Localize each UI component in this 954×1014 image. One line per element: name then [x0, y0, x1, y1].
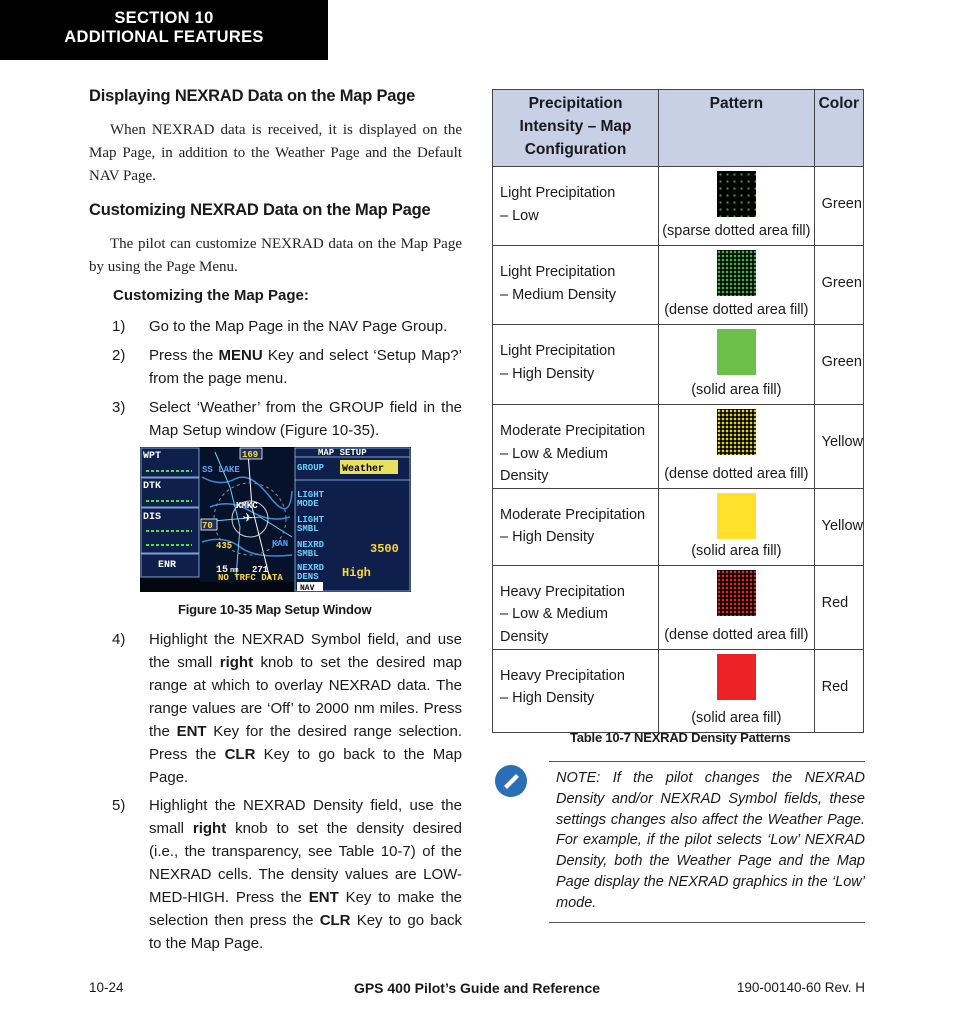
traffic-status: NO TRFC DATA [218, 573, 283, 583]
displaying-paragraph [89, 119, 462, 188]
light-mode-label-2: MODE [297, 499, 319, 509]
page-number: 10-24 [89, 980, 124, 995]
altitude-unit: nm [230, 567, 239, 575]
intensity-line: Moderate Precipitation [500, 423, 646, 439]
intensity-cell [493, 649, 659, 732]
intensity-line: Light Precipitation [500, 185, 616, 201]
pattern-cell [659, 649, 815, 732]
enr-label: ENR [158, 560, 177, 571]
ent-key: ENT [308, 889, 339, 906]
pattern-description: (sparse dotted area fill) [662, 223, 811, 239]
color-cell: Green [814, 167, 863, 246]
step-text: Go to the Map Page in the NAV Page Group. [149, 318, 448, 335]
wpt-label: WPT [143, 451, 162, 462]
table-row [493, 405, 864, 489]
step-text: Press the MENU Key and select ‘Setup Map?’ from the page menu. [149, 347, 462, 387]
table-row [493, 649, 864, 732]
table-row [493, 565, 864, 649]
customizing-paragraph [89, 233, 462, 279]
intensity-line: – Low & Medium [500, 445, 608, 462]
pattern-cell [659, 325, 815, 405]
group-label: GROUP [297, 463, 325, 473]
step-1 [112, 315, 462, 338]
aircraft-icon: ✈ [243, 509, 253, 527]
step-2 [112, 344, 462, 390]
intensity-line: Heavy Precipitation [500, 667, 625, 684]
intensity-line: Heavy Precipitation [500, 583, 625, 600]
table-caption: Table 10-7 NEXRAD Density Patterns [570, 730, 791, 745]
section-title: ADDITIONAL FEATURES [64, 28, 264, 46]
nav-tab: NAV [300, 584, 315, 592]
table-header-row [493, 90, 864, 167]
pattern-description: (dense dotted area fill) [664, 626, 809, 643]
table-row [493, 325, 864, 405]
ent-key: ENT [176, 723, 207, 740]
color-cell: Red [814, 649, 863, 732]
right-knob: right [219, 654, 254, 671]
intensity-cell [493, 488, 659, 565]
color-cell: Yellow [814, 405, 863, 489]
intensity-cell [493, 246, 659, 325]
menu-key: MENU [218, 347, 263, 364]
light-symbol-label-1: LIGHT [297, 515, 325, 525]
document-number: 190-00140-60 Rev. H [736, 980, 865, 995]
color-cell: Green [814, 325, 863, 405]
step-number: 1) [112, 318, 126, 335]
footer-title: GPS 400 Pilot’s Guide and Reference [353, 980, 601, 996]
header-pattern: Pattern [659, 90, 815, 167]
nexrad-symbol-label-2: SMBL [297, 549, 319, 559]
intensity-line: – Low [500, 207, 539, 224]
setup-title: MAP SETUP [318, 448, 367, 458]
note-text: NOTE: If the pilot changes the NEXRAD Density and/or NEXRAD Symbol fields, these settings changes also affect the Weather Page. For example, if the pilot selects ‘Low’ NEXRAD Density, both the Weather Page and the Map Page display the NEXRAD graphics in the ‘Low’ mode. [556, 770, 865, 911]
highway-435-label: 435 [216, 541, 233, 551]
note-top-rule [549, 761, 865, 762]
customizing-heading: Customizing NEXRAD Data on the Map Page [89, 201, 431, 219]
intensity-line: – Medium Density [500, 286, 617, 303]
intensity-line: Density [500, 628, 549, 645]
step-text: Highlight the NEXRAD Symbol field, and use the small right knob to set the desired map range at which to overlay NEXRAD data. The range values are ‘Off’ to 2000 nm miles. Press the ENT Key for the desired range selection. Press the CLR Key to go back to the Map Page. [149, 631, 462, 786]
intensity-line: Light Precipitation [500, 343, 616, 359]
pattern-swatch [717, 493, 756, 539]
intensity-line: Light Precipitation [500, 264, 616, 280]
nexrad-density-label-1: NEXRD [297, 563, 325, 573]
dis-label: DIS [143, 512, 162, 523]
header-intensity: Precipitation Intensity – Map Configuration [493, 90, 659, 167]
displaying-heading: Displaying NEXRAD Data on the Map Page [89, 87, 416, 105]
intensity-line: Density [500, 468, 549, 484]
step-number: 2) [112, 347, 126, 364]
displaying-text: When NEXRAD data is received, it is displayed on the Map Page, in addition to the Weather Page and the Default NAV Page. [89, 122, 462, 184]
map-view [200, 448, 294, 583]
airport-label: KMKC [236, 501, 258, 511]
lake-label: SS LAKE [202, 465, 240, 475]
nexrad-symbol-label-1: NEXRD [297, 540, 325, 550]
pattern-cell [659, 488, 815, 565]
left-field-panel [141, 448, 199, 577]
kan-label: KAN [272, 539, 289, 549]
setup-panel [295, 448, 410, 592]
intensity-cell [493, 565, 659, 649]
pattern-description: (solid area fill) [691, 542, 782, 559]
color-cell: Green [814, 246, 863, 325]
nexrad-density-value[interactable]: High [342, 566, 371, 580]
map-setup-screenshot [140, 447, 411, 592]
pattern-description: (solid area fill) [691, 709, 782, 726]
color-cell: Red [814, 565, 863, 649]
pattern-swatch [717, 329, 756, 375]
pattern-swatch [717, 409, 756, 455]
range-label: 271 [252, 565, 269, 575]
section-header [0, 0, 328, 60]
right-knob: right [192, 820, 227, 837]
pencil-note-icon [494, 764, 528, 798]
note-bottom-rule [549, 922, 865, 923]
pattern-description: (dense dotted area fill) [664, 302, 809, 318]
light-mode-label-1: LIGHT [297, 490, 325, 500]
procedure-title: Customizing the Map Page: [113, 287, 309, 304]
intensity-cell [493, 405, 659, 489]
light-symbol-label-2: SMBL [297, 524, 319, 534]
pattern-swatch [717, 570, 756, 616]
dtk-label: DTK [143, 481, 162, 492]
step-4 [112, 628, 462, 789]
altitude-value: 15 [216, 565, 229, 576]
step-text: Select ‘Weather’ from the GROUP field in the Map Setup window (Figure 10-35). [149, 399, 462, 439]
step-text: Highlight the NEXRAD Density field, use the small right knob to set the density desired (i.e., the transparency, see Table 10-7) of the NEXRAD cells. The density values are LOW-MED-HIGH. Press the ENT Key to make the selection then press the CLR Key to go back to the Map Page. [149, 797, 462, 952]
step-number: 3) [112, 399, 126, 416]
pattern-cell [659, 246, 815, 325]
nexrad-density-table [492, 89, 864, 733]
customizing-text: The pilot can customize NEXRAD data on the Map Page by using the Page Menu. [89, 236, 462, 275]
highway-70-label: 70 [202, 521, 213, 531]
header-color: Color [814, 90, 863, 167]
color-cell: Yellow [814, 488, 863, 565]
step-number: 5) [112, 797, 126, 814]
intensity-cell [493, 325, 659, 405]
section-number: SECTION 10 [114, 9, 214, 27]
clr-key: CLR [224, 746, 256, 763]
intensity-line: – High Density [500, 690, 595, 706]
intensity-cell [493, 167, 659, 246]
step-number: 4) [112, 631, 126, 648]
pattern-swatch [717, 250, 756, 296]
route-label: 169 [242, 450, 259, 460]
pattern-description: (dense dotted area fill) [664, 465, 809, 482]
intensity-line: Moderate Precipitation [500, 506, 646, 523]
pattern-cell [659, 565, 815, 649]
table-row [493, 246, 864, 325]
group-value: Weather [342, 464, 385, 475]
step-5 [112, 794, 462, 955]
pattern-cell [659, 405, 815, 489]
table-row [493, 167, 864, 246]
pattern-cell [659, 167, 815, 246]
pattern-description: (solid area fill) [691, 382, 782, 398]
nexrad-symbol-value[interactable]: 3500 [370, 542, 399, 556]
table-row [493, 488, 864, 565]
intensity-line: – Low & Medium [500, 606, 608, 622]
clr-key: CLR [319, 912, 351, 929]
pattern-swatch [717, 171, 756, 217]
nexrad-density-label-2: DENS [297, 572, 319, 582]
pattern-swatch [717, 654, 756, 700]
figure-caption: Figure 10-35 Map Setup Window [178, 602, 372, 617]
intensity-line: – High Density [500, 365, 595, 382]
intensity-line: – High Density [500, 529, 595, 545]
step-3 [112, 396, 462, 442]
